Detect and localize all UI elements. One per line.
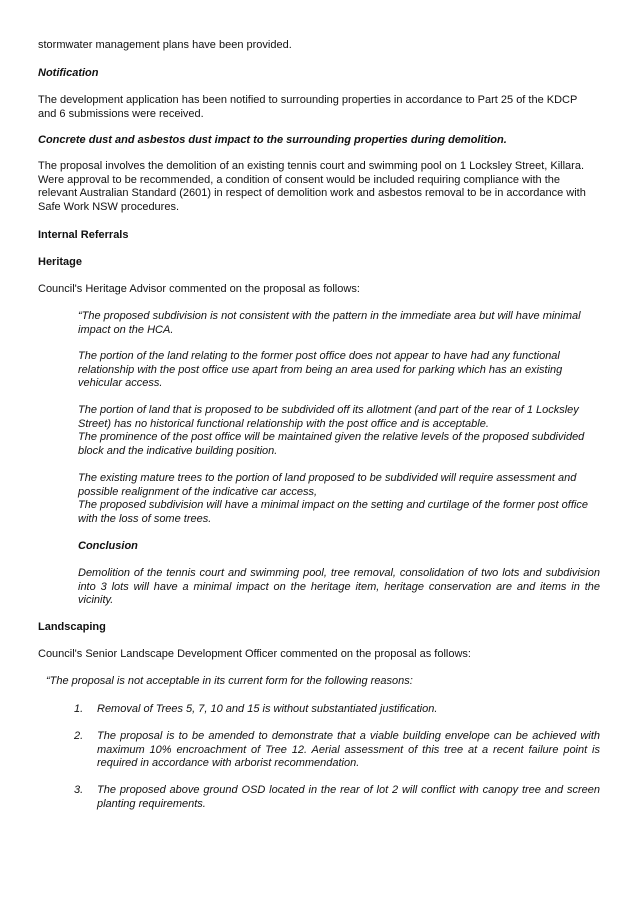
list-item	[74, 784, 600, 811]
list-item-text: Removal of Trees 5, 7, 10 and 15 is without substantiated justification.	[97, 703, 438, 715]
heritage-quote-4b: The proposed subdivision will have a minimal impact on the setting and curtilage of the former post office with the loss of some trees.	[78, 499, 588, 525]
heritage-quote-3a: The portion of land that is proposed to be subdivided off its allotment (and part of the rear of 1 Locksley Street) has no historical functional relationship with the post office and is acceptable.	[78, 404, 579, 430]
concrete-body: The proposal involves the demolition of an existing tennis court and swimming pool on 1 Locksley Street, Killara. Were approval to be recommended, a condition of consent would be included requiring compliance with the relevant Australian Standard (2601) in respect of demolition work and asbestos removal to be in accordance with Safe Work NSW procedures.	[38, 160, 586, 213]
landscaping-intro: Council's Senior Landscape Development Officer commented on the proposal as follows:	[38, 648, 471, 660]
list-item-number: 3.	[74, 784, 84, 796]
heritage-quote-2: The portion of the land relating to the former post office does not appear to have had any functional relationship with the post office use apart from being an area used for parking which has an existing vehicular access.	[78, 350, 563, 390]
conclusion-body: Demolition of the tennis court and swimming pool, tree removal, consolidation of two lots and subdivision into 3 lots will have a minimal impact on the heritage item, heritage conservation are and items in the vicinity.	[78, 567, 600, 607]
notification-heading: Notification	[38, 67, 99, 79]
heritage-heading: Heritage	[38, 256, 83, 268]
heritage-quote-3b: The prominence of the post office will be maintained given the relative levels of the proposed subdivided block and the indicative building position.	[78, 431, 585, 457]
landscaping-heading: Landscaping	[38, 621, 106, 633]
internal-referrals-heading: Internal Referrals	[38, 229, 129, 241]
list-item-text: The proposed above ground OSD located in the rear of lot 2 will conflict with canopy tree and screen planting requirements.	[97, 784, 600, 810]
heritage-quote-4a: The existing mature trees to the portion of land proposed to be subdivided will require assessment and possible realignment of the indicative car access,	[78, 472, 577, 498]
concrete-heading: Concrete dust and asbestos dust impact to the surrounding properties during demolition.	[38, 134, 507, 146]
conclusion-heading: Conclusion	[78, 540, 138, 552]
list-item	[74, 703, 600, 717]
landscaping-quote: “The proposal is not acceptable in its current form for the following reasons:	[46, 675, 413, 687]
list-item-number: 2.	[74, 730, 84, 742]
list-item	[74, 730, 600, 771]
list-item-number: 1.	[74, 703, 84, 715]
notification-body: The development application has been notified to surrounding properties in accordance to Part 25 of the KDCP and 6 submissions were received.	[38, 94, 578, 120]
heritage-quote-1: “The proposed subdivision is not consistent with the pattern in the immediate area but will have minimal impact on the HCA.	[78, 310, 581, 336]
heritage-intro: Council's Heritage Advisor commented on the proposal as follows:	[38, 283, 360, 295]
intro-text: stormwater management plans have been provided.	[38, 39, 292, 51]
list-item-text: The proposal is to be amended to demonstrate that a viable building envelope can be achieved with maximum 10% encroachment of Tree 12. Aerial assessment of this tree at a recent failure point is required in accordance with arborist recommendation.	[97, 730, 600, 770]
